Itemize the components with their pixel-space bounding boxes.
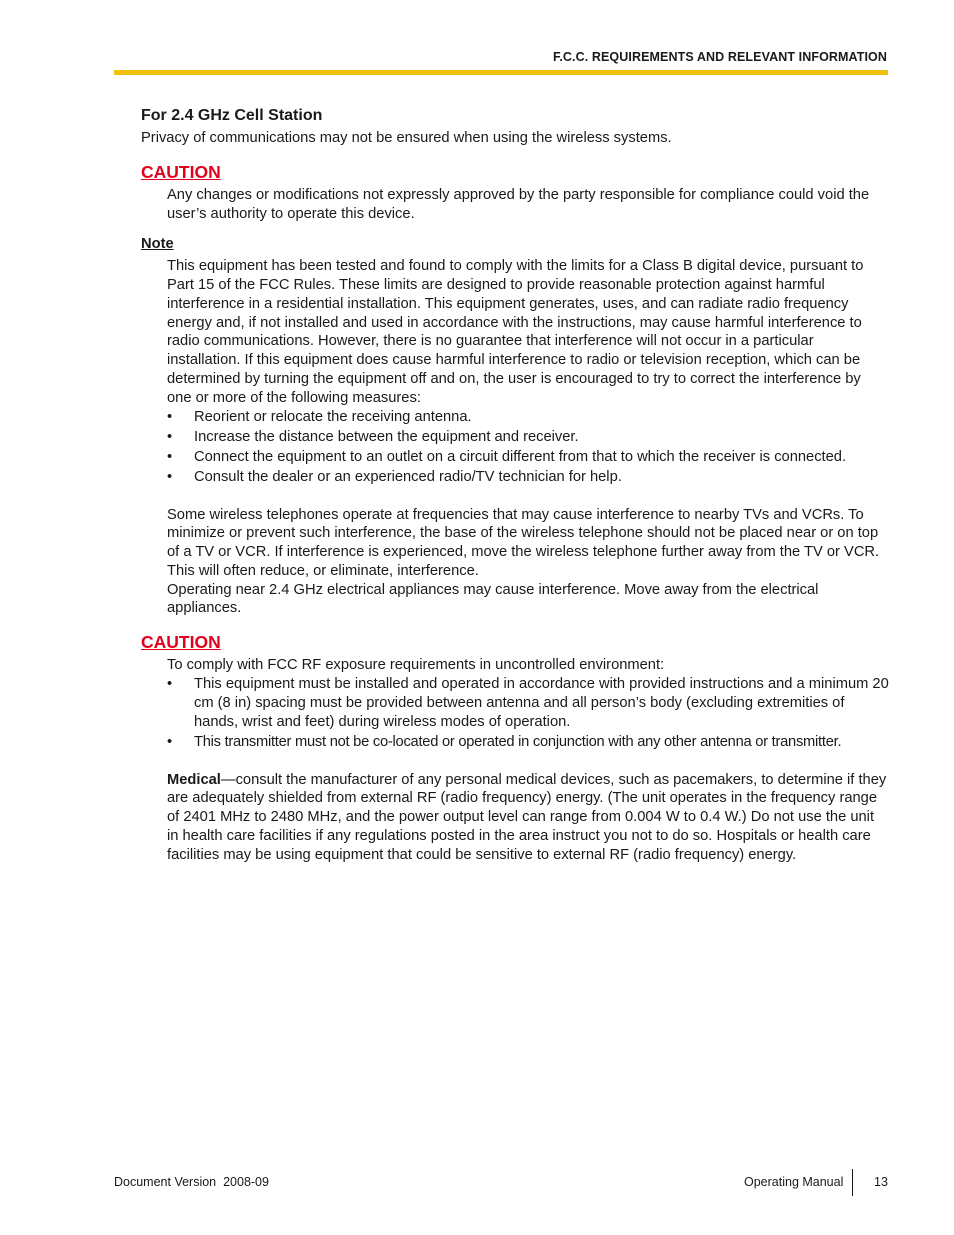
medical-paragraph [167, 771, 889, 865]
section-heading: For 2.4 GHz Cell Station [141, 107, 323, 124]
caution-text-1: Any changes or modifications not expressly approved by the party responsible for compliance could void the user’s authority to operate this device. [167, 186, 870, 222]
list-item: • Connect the equipment to an outlet on a circuit different from that to which the receiver is connected. [167, 448, 847, 465]
list-item: • This equipment must be installed and operated in accordance with provided instructions and a minimum 20 cm (8 in) spacing must be provided between antenna and all person’s body (excluding extremities of hands, wrist and feet) during wireless modes of operation. [167, 676, 889, 730]
note-bullet-list [167, 408, 889, 487]
note-paragraph-3: Operating near 2.4 GHz electrical appliances may cause interference. Move away from the electrical appliances. [167, 581, 819, 617]
list-item: • Increase the distance between the equipment and receiver. [167, 428, 579, 445]
caution-heading-1: CAUTION [141, 161, 221, 182]
bullet-glyph: • [167, 733, 172, 750]
list-item: • Consult the dealer or an experienced radio/TV technician for help. [167, 468, 622, 485]
bullet-glyph: • [167, 408, 173, 425]
caution-bullet-list [167, 675, 889, 751]
header-rule [114, 70, 888, 75]
bullet-glyph: • [167, 468, 173, 485]
header-title: F.C.C. REQUIREMENTS AND RELEVANT INFORMATION [552, 50, 887, 64]
footer-page-number: 13 [874, 1175, 888, 1189]
list-item: • Reorient or relocate the receiving antenna. [167, 408, 472, 425]
page-content [141, 106, 889, 865]
bullet-glyph: • [167, 448, 173, 465]
note-paragraph-2: Some wireless telephones operate at frequencies that may cause interference to nearby TVs and VCRs. To minimize or prevent such interference, the base of the wireless telephone should not be placed near or on top of a TV or VCR. If interference is experienced, move the wireless telephone further away from the TV or VCR. This will often reduce, or eliminate, interference. [167, 506, 880, 579]
caution-intro-2: To comply with FCC RF exposure requirements in uncontrolled environment: [167, 657, 665, 674]
bullet-glyph: • [167, 428, 173, 445]
footer-manual-name: Operating Manual [744, 1175, 844, 1189]
footer-divider [852, 1169, 853, 1196]
caution-heading-2: CAUTION [141, 632, 221, 653]
list-item: • This transmitter must not be co-located or operated in conjunction with any other antenna or transmitter. [167, 733, 842, 750]
medical-label: Medical [167, 771, 221, 788]
medical-text: —consult the manufacturer of any personal medical devices, such as pacemakers, to determine if they are adequately shielded from external RF (radio frequency) energy. (The unit operates in the frequency range of 2401 MHz to 2480 MHz, and the power output level can range from 0.004 W to 0.4 W.) Do not use the unit in health care facilities if any regulations posted in the area instruct you not to do so. Hospitals or health care facilities may be using equipment that could be sensitive to external RF (radio frequency) energy. [167, 771, 887, 863]
section-intro: Privacy of communications may not be ensured when using the wireless systems. [141, 130, 672, 146]
bullet-glyph: • [167, 676, 173, 693]
note-paragraph-1: This equipment has been tested and found to comply with the limits for a Class B digital device, pursuant to Part 15 of the FCC Rules. These limits are designed to provide reasonable protection against harmful interference in a residential installation. This equipment generates, uses, and can radiate radio frequency energy and, if not installed and used in accordance with the instructions, may cause harmful interference to radio communications. However, there is no guarantee that interference will not occur in a particular installation. If this equipment does cause harmful interference to radio or television reception, which can be determined by turning the equipment off and on, the user is encouraged to try to correct the interference by one or more of the following measures: [167, 258, 864, 406]
note-heading: Note [141, 236, 174, 253]
footer-doc-version: Document Version 2008-09 [114, 1175, 269, 1189]
